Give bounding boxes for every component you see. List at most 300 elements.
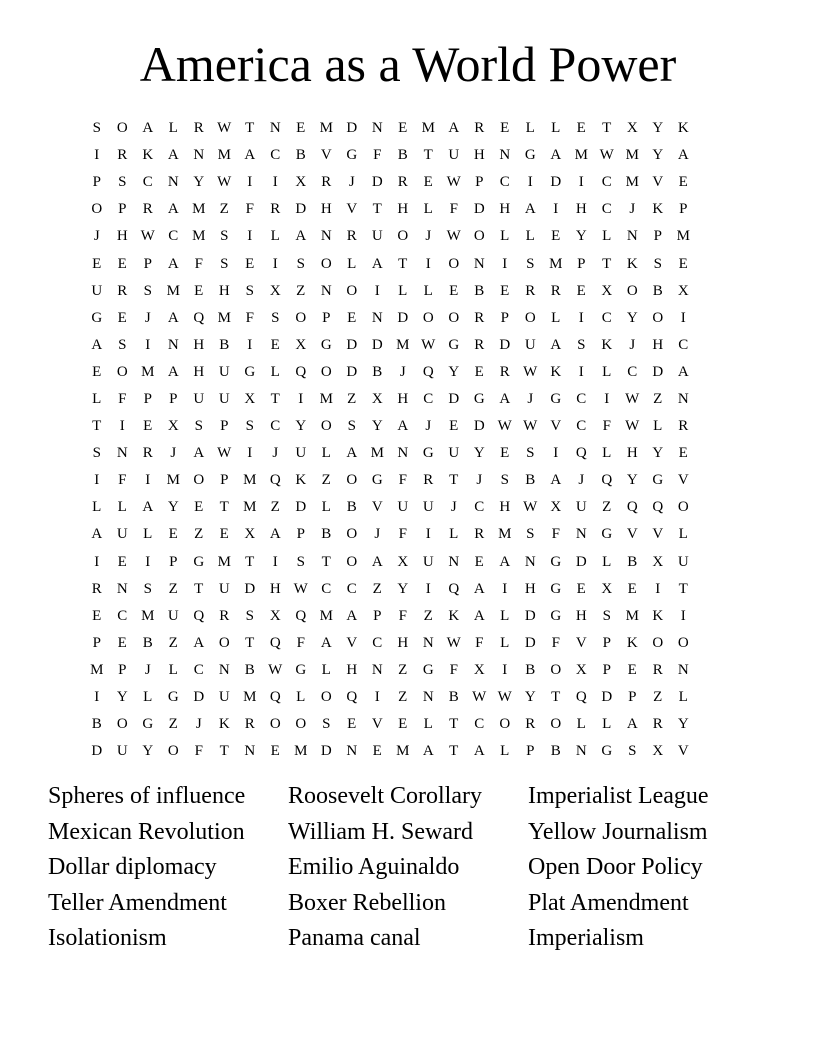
grid-letter[interactable]: D [473, 418, 485, 435]
grid-letter[interactable]: B [321, 526, 332, 543]
grid-letter[interactable]: O [652, 309, 664, 326]
grid-letter[interactable]: O [116, 716, 128, 733]
grid-letter[interactable]: J [195, 716, 202, 733]
grid-letter[interactable]: X [295, 174, 307, 191]
grid-letter[interactable]: X [652, 743, 664, 760]
grid-letter[interactable]: U [295, 445, 307, 462]
grid-letter[interactable]: G [550, 553, 562, 570]
grid-letter[interactable]: E [347, 309, 357, 326]
grid-letter[interactable]: E [449, 282, 459, 299]
grid-letter[interactable]: V [550, 418, 562, 435]
grid-letter[interactable]: O [346, 282, 358, 299]
grid-letter[interactable]: D [397, 309, 409, 326]
grid-letter[interactable]: J [476, 472, 483, 489]
grid-letter[interactable]: O [295, 716, 307, 733]
grid-letter[interactable]: L [500, 228, 510, 245]
grid-letter[interactable]: E [117, 634, 127, 651]
grid-letter[interactable]: F [398, 526, 407, 543]
grid-letter[interactable]: G [142, 716, 154, 733]
grid-letter[interactable]: T [449, 743, 459, 760]
grid-letter[interactable]: J [399, 363, 406, 380]
grid-letter[interactable]: Y [626, 472, 638, 489]
grid-letter[interactable]: A [499, 390, 511, 407]
grid-letter[interactable]: Q [422, 363, 434, 380]
grid-letter[interactable]: E [372, 743, 382, 760]
grid-letter[interactable]: H [499, 499, 511, 516]
grid-letter[interactable]: E [92, 607, 102, 624]
grid-letter[interactable]: H [397, 201, 409, 218]
grid-letter[interactable]: Z [602, 499, 612, 516]
grid-letter[interactable]: K [652, 201, 664, 218]
grid-letter[interactable]: O [91, 201, 103, 218]
grid-letter[interactable]: H [397, 634, 409, 651]
grid-letter[interactable]: P [653, 228, 662, 245]
grid-letter[interactable]: I [425, 580, 431, 597]
grid-letter[interactable]: N [575, 526, 587, 543]
grid-letter[interactable]: R [219, 607, 230, 624]
grid-letter[interactable]: S [245, 418, 254, 435]
grid-letter[interactable]: D [473, 201, 485, 218]
grid-letter[interactable]: L [653, 418, 663, 435]
grid-letter[interactable]: L [602, 363, 612, 380]
grid-letter[interactable]: V [677, 472, 689, 489]
grid-letter[interactable]: C [346, 580, 357, 597]
grid-letter[interactable]: D [499, 336, 511, 353]
grid-letter[interactable]: M [625, 607, 639, 624]
grid-letter[interactable]: L [168, 661, 178, 678]
grid-letter[interactable]: A [193, 445, 205, 462]
grid-letter[interactable]: Z [423, 607, 433, 624]
grid-letter[interactable]: K [218, 716, 230, 733]
grid-letter[interactable]: K [142, 147, 154, 164]
grid-letter[interactable]: D [550, 174, 562, 191]
grid-letter[interactable]: R [270, 201, 281, 218]
grid-letter[interactable]: I [425, 526, 431, 543]
grid-letter[interactable]: G [346, 147, 358, 164]
grid-letter[interactable]: B [372, 363, 383, 380]
grid-letter[interactable]: H [218, 282, 230, 299]
grid-letter[interactable]: L [602, 716, 612, 733]
grid-letter[interactable]: R [142, 445, 153, 462]
grid-letter[interactable]: R [474, 336, 485, 353]
grid-letter[interactable]: K [550, 363, 562, 380]
grid-letter[interactable]: A [167, 255, 179, 272]
grid-letter[interactable]: M [319, 607, 333, 624]
grid-letter[interactable]: N [397, 445, 409, 462]
grid-letter[interactable]: Z [398, 689, 408, 706]
grid-letter[interactable]: W [599, 147, 614, 164]
grid-letter[interactable]: X [626, 120, 638, 137]
grid-letter[interactable]: T [372, 201, 382, 218]
grid-letter[interactable]: J [144, 309, 151, 326]
grid-letter[interactable]: I [553, 201, 559, 218]
grid-letter[interactable]: T [245, 553, 255, 570]
grid-letter[interactable]: H [193, 336, 205, 353]
grid-letter[interactable]: L [347, 255, 357, 272]
grid-letter[interactable]: O [346, 472, 358, 489]
grid-letter[interactable]: P [118, 661, 127, 678]
grid-letter[interactable]: D [193, 689, 205, 706]
grid-letter[interactable]: W [446, 228, 461, 245]
grid-letter[interactable]: M [141, 363, 155, 380]
grid-letter[interactable]: Y [652, 147, 664, 164]
grid-letter[interactable]: F [118, 390, 127, 407]
grid-letter[interactable]: Z [347, 390, 357, 407]
grid-letter[interactable]: E [270, 743, 280, 760]
grid-letter[interactable]: O [499, 716, 511, 733]
grid-letter[interactable]: E [474, 363, 484, 380]
grid-letter[interactable]: C [678, 336, 689, 353]
grid-letter[interactable]: W [446, 634, 461, 651]
grid-letter[interactable]: L [143, 689, 153, 706]
grid-letter[interactable]: A [320, 634, 332, 651]
grid-letter[interactable]: W [217, 174, 232, 191]
grid-letter[interactable]: M [625, 147, 639, 164]
grid-letter[interactable]: D [346, 363, 358, 380]
grid-letter[interactable]: B [448, 689, 459, 706]
grid-letter[interactable]: T [449, 716, 459, 733]
grid-letter[interactable]: C [474, 716, 485, 733]
grid-letter[interactable]: I [94, 147, 100, 164]
grid-letter[interactable]: I [247, 174, 253, 191]
grid-letter[interactable]: O [473, 228, 485, 245]
grid-letter[interactable]: T [92, 418, 102, 435]
grid-letter[interactable]: M [396, 336, 410, 353]
grid-letter[interactable]: A [677, 363, 689, 380]
grid-letter[interactable]: A [91, 526, 103, 543]
grid-letter[interactable]: E [474, 553, 484, 570]
grid-letter[interactable]: S [526, 445, 535, 462]
grid-letter[interactable]: N [346, 743, 358, 760]
grid-letter[interactable]: I [553, 445, 559, 462]
grid-letter[interactable]: Y [677, 716, 689, 733]
grid-letter[interactable]: S [500, 472, 509, 489]
grid-letter[interactable]: E [449, 418, 459, 435]
grid-letter[interactable]: Y [167, 499, 179, 516]
grid-letter[interactable]: L [296, 689, 306, 706]
grid-letter[interactable]: Y [371, 418, 383, 435]
grid-letter[interactable]: R [193, 120, 204, 137]
grid-letter[interactable]: L [423, 282, 433, 299]
grid-letter[interactable]: D [295, 201, 307, 218]
grid-letter[interactable]: N [677, 661, 689, 678]
grid-letter[interactable]: F [245, 201, 254, 218]
grid-letter[interactable]: U [422, 499, 434, 516]
grid-letter[interactable]: I [680, 607, 686, 624]
grid-letter[interactable]: E [576, 580, 586, 597]
grid-letter[interactable]: O [652, 634, 664, 651]
grid-letter[interactable]: D [346, 336, 358, 353]
grid-letter[interactable]: Y [448, 363, 460, 380]
grid-letter[interactable]: I [247, 445, 253, 462]
grid-letter[interactable]: E [398, 120, 408, 137]
grid-letter[interactable]: F [194, 743, 203, 760]
grid-letter[interactable]: V [575, 634, 587, 651]
grid-letter[interactable]: R [550, 282, 561, 299]
grid-letter[interactable]: L [117, 499, 127, 516]
grid-letter[interactable]: C [627, 363, 638, 380]
grid-letter[interactable]: L [92, 499, 102, 516]
grid-letter[interactable]: J [348, 174, 355, 191]
grid-letter[interactable]: Y [652, 120, 664, 137]
grid-letter[interactable]: E [500, 282, 510, 299]
grid-letter[interactable]: P [526, 743, 535, 760]
grid-letter[interactable]: V [371, 499, 383, 516]
grid-letter[interactable]: R [474, 120, 485, 137]
grid-letter[interactable]: E [423, 174, 433, 191]
grid-letter[interactable]: H [269, 580, 281, 597]
grid-letter[interactable]: O [320, 689, 332, 706]
grid-letter[interactable]: G [601, 526, 613, 543]
grid-letter[interactable]: E [678, 174, 688, 191]
grid-letter[interactable]: W [472, 689, 487, 706]
grid-letter[interactable]: K [677, 120, 689, 137]
grid-letter[interactable]: I [272, 174, 278, 191]
grid-letter[interactable]: D [346, 120, 358, 137]
grid-letter[interactable]: O [346, 553, 358, 570]
grid-letter[interactable]: P [577, 255, 586, 272]
grid-letter[interactable]: E [194, 282, 204, 299]
grid-letter[interactable]: O [422, 309, 434, 326]
grid-letter[interactable]: L [321, 445, 331, 462]
grid-letter[interactable]: E [92, 363, 102, 380]
grid-letter[interactable]: P [92, 174, 101, 191]
grid-letter[interactable]: P [169, 553, 178, 570]
grid-letter[interactable]: U [91, 282, 103, 299]
grid-letter[interactable]: L [270, 363, 280, 380]
grid-letter[interactable]: W [217, 120, 232, 137]
grid-letter[interactable]: L [602, 228, 612, 245]
grid-letter[interactable]: C [117, 607, 128, 624]
grid-letter[interactable]: D [524, 607, 536, 624]
grid-letter[interactable]: N [320, 228, 332, 245]
grid-letter[interactable]: O [550, 661, 562, 678]
grid-letter[interactable]: I [578, 363, 584, 380]
grid-letter[interactable]: S [653, 255, 662, 272]
grid-letter[interactable]: E [270, 336, 280, 353]
grid-letter[interactable]: C [270, 147, 281, 164]
grid-letter[interactable]: A [167, 147, 179, 164]
grid-letter[interactable]: P [169, 390, 178, 407]
grid-letter[interactable]: D [244, 580, 256, 597]
grid-letter[interactable]: G [193, 553, 205, 570]
grid-letter[interactable]: A [91, 336, 103, 353]
grid-letter[interactable]: U [116, 526, 128, 543]
grid-letter[interactable]: S [296, 255, 305, 272]
grid-letter[interactable]: R [346, 228, 357, 245]
grid-letter[interactable]: E [117, 309, 127, 326]
grid-letter[interactable]: I [247, 336, 253, 353]
grid-letter[interactable]: C [168, 228, 179, 245]
grid-letter[interactable]: M [141, 607, 155, 624]
grid-letter[interactable]: H [116, 228, 128, 245]
grid-letter[interactable]: Q [269, 472, 281, 489]
grid-letter[interactable]: A [167, 201, 179, 218]
grid-letter[interactable]: L [423, 716, 433, 733]
grid-letter[interactable]: G [524, 147, 536, 164]
grid-letter[interactable]: C [601, 174, 612, 191]
grid-letter[interactable]: M [574, 147, 588, 164]
grid-letter[interactable]: P [322, 309, 331, 326]
grid-letter[interactable]: S [143, 282, 152, 299]
grid-letter[interactable]: O [550, 716, 562, 733]
grid-letter[interactable]: N [269, 120, 281, 137]
grid-letter[interactable]: F [602, 418, 611, 435]
grid-letter[interactable]: E [576, 120, 586, 137]
grid-letter[interactable]: I [94, 689, 100, 706]
grid-letter[interactable]: S [322, 716, 331, 733]
grid-letter[interactable]: F [118, 472, 127, 489]
grid-letter[interactable]: U [193, 390, 205, 407]
grid-letter[interactable]: M [192, 228, 206, 245]
grid-letter[interactable]: L [398, 282, 408, 299]
grid-letter[interactable]: S [347, 418, 356, 435]
grid-letter[interactable]: E [92, 255, 102, 272]
grid-letter[interactable]: Z [296, 282, 306, 299]
grid-letter[interactable]: C [601, 201, 612, 218]
grid-letter[interactable]: F [194, 255, 203, 272]
grid-letter[interactable]: U [218, 689, 230, 706]
grid-letter[interactable]: A [142, 499, 154, 516]
grid-letter[interactable]: P [475, 174, 484, 191]
grid-letter[interactable]: S [143, 580, 152, 597]
grid-letter[interactable]: N [524, 553, 536, 570]
grid-letter[interactable]: H [193, 363, 205, 380]
grid-letter[interactable]: N [422, 689, 434, 706]
grid-letter[interactable]: O [269, 716, 281, 733]
grid-letter[interactable]: C [499, 174, 510, 191]
grid-letter[interactable]: Z [653, 390, 663, 407]
grid-letter[interactable]: S [220, 228, 229, 245]
grid-letter[interactable]: A [626, 716, 638, 733]
grid-letter[interactable]: P [602, 661, 611, 678]
grid-letter[interactable]: F [373, 147, 382, 164]
grid-letter[interactable]: S [271, 309, 280, 326]
grid-letter[interactable]: V [652, 174, 664, 191]
grid-letter[interactable]: H [626, 445, 638, 462]
grid-letter[interactable]: P [602, 634, 611, 651]
grid-letter[interactable]: E [219, 526, 229, 543]
grid-letter[interactable]: Y [626, 309, 638, 326]
grid-letter[interactable]: P [373, 607, 382, 624]
grid-letter[interactable]: V [677, 743, 689, 760]
grid-letter[interactable]: P [143, 255, 152, 272]
grid-letter[interactable]: G [550, 580, 562, 597]
grid-letter[interactable]: X [575, 661, 587, 678]
grid-letter[interactable]: M [549, 255, 563, 272]
grid-letter[interactable]: H [575, 201, 587, 218]
grid-letter[interactable]: E [576, 282, 586, 299]
grid-letter[interactable]: W [523, 499, 538, 516]
grid-letter[interactable]: I [604, 390, 610, 407]
grid-letter[interactable]: Z [168, 716, 178, 733]
grid-letter[interactable]: F [245, 309, 254, 326]
grid-letter[interactable]: W [497, 689, 512, 706]
grid-letter[interactable]: X [550, 499, 562, 516]
grid-letter[interactable]: C [576, 390, 587, 407]
grid-letter[interactable]: C [423, 390, 434, 407]
grid-letter[interactable]: R [423, 472, 434, 489]
grid-letter[interactable]: L [551, 309, 561, 326]
grid-letter[interactable]: R [397, 174, 408, 191]
grid-letter[interactable]: N [473, 255, 485, 272]
grid-letter[interactable]: O [448, 309, 460, 326]
grid-letter[interactable]: I [374, 689, 380, 706]
grid-letter[interactable]: L [321, 499, 331, 516]
grid-letter[interactable]: C [474, 499, 485, 516]
grid-letter[interactable]: T [219, 743, 229, 760]
grid-letter[interactable]: N [448, 553, 460, 570]
grid-letter[interactable]: Q [269, 634, 281, 651]
grid-letter[interactable]: V [626, 526, 638, 543]
grid-letter[interactable]: V [652, 526, 664, 543]
grid-letter[interactable]: O [167, 743, 179, 760]
grid-letter[interactable]: W [268, 661, 283, 678]
grid-letter[interactable]: N [575, 743, 587, 760]
grid-letter[interactable]: W [523, 363, 538, 380]
grid-letter[interactable]: G [295, 661, 307, 678]
grid-letter[interactable]: N [116, 445, 128, 462]
grid-letter[interactable]: L [168, 120, 178, 137]
grid-letter[interactable]: J [527, 390, 534, 407]
grid-letter[interactable]: L [423, 201, 433, 218]
grid-letter[interactable]: M [498, 526, 512, 543]
grid-letter[interactable]: Q [448, 580, 460, 597]
grid-letter[interactable]: I [247, 228, 253, 245]
grid-letter[interactable]: T [449, 472, 459, 489]
grid-letter[interactable]: A [473, 743, 485, 760]
grid-letter[interactable]: L [143, 526, 153, 543]
grid-letter[interactable]: M [421, 120, 435, 137]
grid-letter[interactable]: A [295, 228, 307, 245]
grid-letter[interactable]: Y [116, 689, 128, 706]
grid-letter[interactable]: U [677, 553, 689, 570]
grid-letter[interactable]: Z [398, 661, 408, 678]
grid-letter[interactable]: O [218, 634, 230, 651]
grid-letter[interactable]: Z [321, 472, 331, 489]
grid-letter[interactable]: G [550, 390, 562, 407]
grid-letter[interactable]: Q [193, 607, 205, 624]
grid-letter[interactable]: U [218, 363, 230, 380]
grid-letter[interactable]: J [425, 228, 432, 245]
grid-letter[interactable]: G [422, 445, 434, 462]
grid-letter[interactable]: Z [168, 634, 178, 651]
grid-letter[interactable]: L [576, 716, 586, 733]
grid-letter[interactable]: E [168, 526, 178, 543]
grid-letter[interactable]: M [192, 201, 206, 218]
grid-letter[interactable]: J [629, 201, 636, 218]
grid-letter[interactable]: F [449, 201, 458, 218]
grid-letter[interactable]: O [626, 282, 638, 299]
grid-letter[interactable]: I [680, 309, 686, 326]
grid-letter[interactable]: S [118, 174, 127, 191]
grid-letter[interactable]: T [194, 580, 204, 597]
grid-letter[interactable]: I [272, 255, 278, 272]
grid-letter[interactable]: I [578, 309, 584, 326]
grid-letter[interactable]: A [142, 120, 154, 137]
grid-letter[interactable]: A [346, 445, 358, 462]
grid-letter[interactable]: L [678, 689, 688, 706]
grid-letter[interactable]: Y [193, 174, 205, 191]
grid-letter[interactable]: I [145, 336, 151, 353]
grid-letter[interactable]: C [193, 661, 204, 678]
grid-letter[interactable]: W [446, 174, 461, 191]
grid-letter[interactable]: W [625, 418, 640, 435]
grid-letter[interactable]: S [92, 120, 101, 137]
grid-letter[interactable]: T [245, 634, 255, 651]
grid-letter[interactable]: H [652, 336, 664, 353]
grid-letter[interactable]: M [217, 553, 231, 570]
